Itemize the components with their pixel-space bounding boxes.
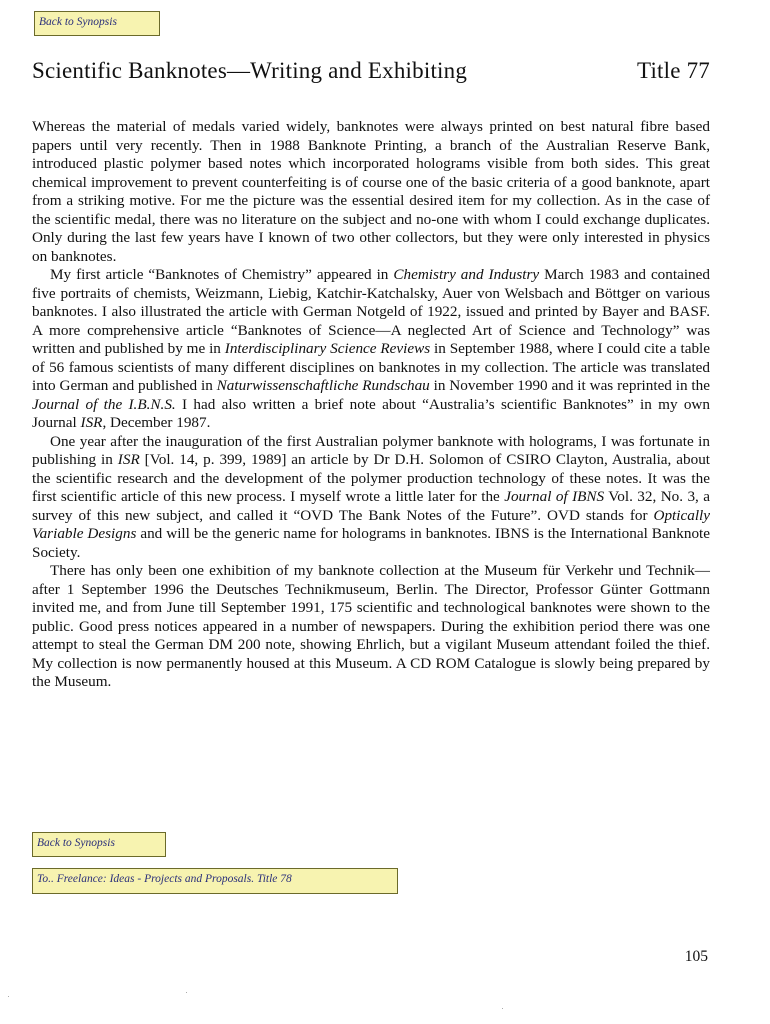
italic-citation: ISR <box>117 451 140 468</box>
italic-citation: Optically Variable Designs <box>32 506 710 542</box>
article-paragraph <box>32 562 710 692</box>
back-to-synopsis-link-bottom[interactable]: Back to Synopsis <box>32 832 166 857</box>
scan-speck <box>502 1008 503 1009</box>
article-paragraph <box>32 266 710 433</box>
italic-citation: Naturwissenschaftliche Rundschau <box>216 377 430 394</box>
page-header <box>32 58 710 84</box>
paragraph-text: and will be the generic name for holograms in banknotes. IBNS is the International Banknote Society. <box>32 525 710 561</box>
paragraph-text: [Vol. 14, p. 399, 1989] an article by Dr D.H. Solomon of CSIRO Clayton, Australia, about the scientific research and the development of the polymer production technology of these notes. It was the first scientific article of this new process. I myself wrote a little later for the <box>32 451 711 505</box>
scan-speck <box>8 996 9 997</box>
italic-citation: Interdisciplinary Science Reviews <box>224 340 431 357</box>
back-to-synopsis-link[interactable]: Back to Synopsis <box>34 11 160 36</box>
paragraph-text: March 1983 and contained five portraits of chemists, Weizmann, Liebig, Katchir-Katchalsky, Auer von Welsbach and Böttger on various banknotes. I also illustrated the article with German Notgeld of 1922, issued and printed by Bayer and BASF. A more comprehensive article “Banknotes of Science—A neglected Art of Science and Technology” was written and published by me in <box>32 266 710 357</box>
paragraph-text: in September 1988, where I could cite a table of 56 famous scientists of many different disciplines on banknotes in my collection. The article was translated into German and published in <box>32 340 710 394</box>
italic-citation: Journal of IBNS <box>504 488 605 505</box>
paragraph-text: Whereas the material of medals varied widely, banknotes were always printed on best natural fibre based papers until very recently. Then in 1988 Banknote Printing, a branch of the Australian Reserve Bank, introduced plastic polymer based notes which incorporated holograms visible from both sides. This great chemical improvement to prevent counterfeiting is of course one of the basic criteria of a good banknote, apart from a striking motive. For me the picture was the essential desired item for my collection. As in the case of the scientific medal, there was no literature on the subject and no-one with whom I could exchange duplicates. Only during the last few years have I known of two other collectors, but they were only interested in physics on banknotes. <box>32 118 710 265</box>
italic-citation: Journal of the I.B.N.S. <box>32 395 176 413</box>
scan-speck <box>186 992 187 993</box>
paragraph-text: One year after the inauguration of the first Australian polymer banknote with holograms, I was fortunate in publishing in <box>32 432 710 468</box>
italic-citation: ISR <box>80 414 103 431</box>
page-title: Scientific Banknotes—Writing and Exhibiting <box>32 58 468 83</box>
paragraph-text: , December 1987. <box>102 414 211 431</box>
italic-citation: Chemistry and Industry <box>393 266 540 283</box>
paragraph-text: Vol. 32, No. 3, a survey of this new subject, and called it “OVD The Bank Notes of the Future”. OVD stands for <box>32 488 710 524</box>
article-paragraph <box>32 118 710 266</box>
next-title-link[interactable]: To.. Freelance: Ideas - Projects and Proposals. Title 78 <box>32 868 398 894</box>
article-paragraph <box>32 433 710 563</box>
paragraph-text: in November 1990 and it was reprinted in the <box>429 377 710 394</box>
paragraph-text: My first article “Banknotes of Chemistry” appeared in <box>50 266 394 283</box>
paragraph-text: I had also written a brief note about “Australia’s scientific Banknotes” in my own Journal <box>32 395 710 431</box>
page-number: 105 <box>684 948 708 965</box>
article-body <box>32 118 710 692</box>
title-number: Title 77 <box>637 58 710 83</box>
paragraph-text: There has only been one exhibition of my banknote collection at the Museum für Verkehr und Technik—after 1 September 1996 the Deutsches Technikmuseum, Berlin. The Director, Professor Günter Gottmann invited me, and from June till September 1991, 175 scientific and technological banknotes were shown to the public. Good press notices appeared in a number of newspapers. During the exhibition period there was one attempt to steal the German DM 200 note, showing Ehrlich, but a vigilant Museum attendant foiled the thief. My collection is now permanently housed at this Museum. A CD ROM Catalogue is slowly being prepared by the Museum. <box>32 562 710 690</box>
